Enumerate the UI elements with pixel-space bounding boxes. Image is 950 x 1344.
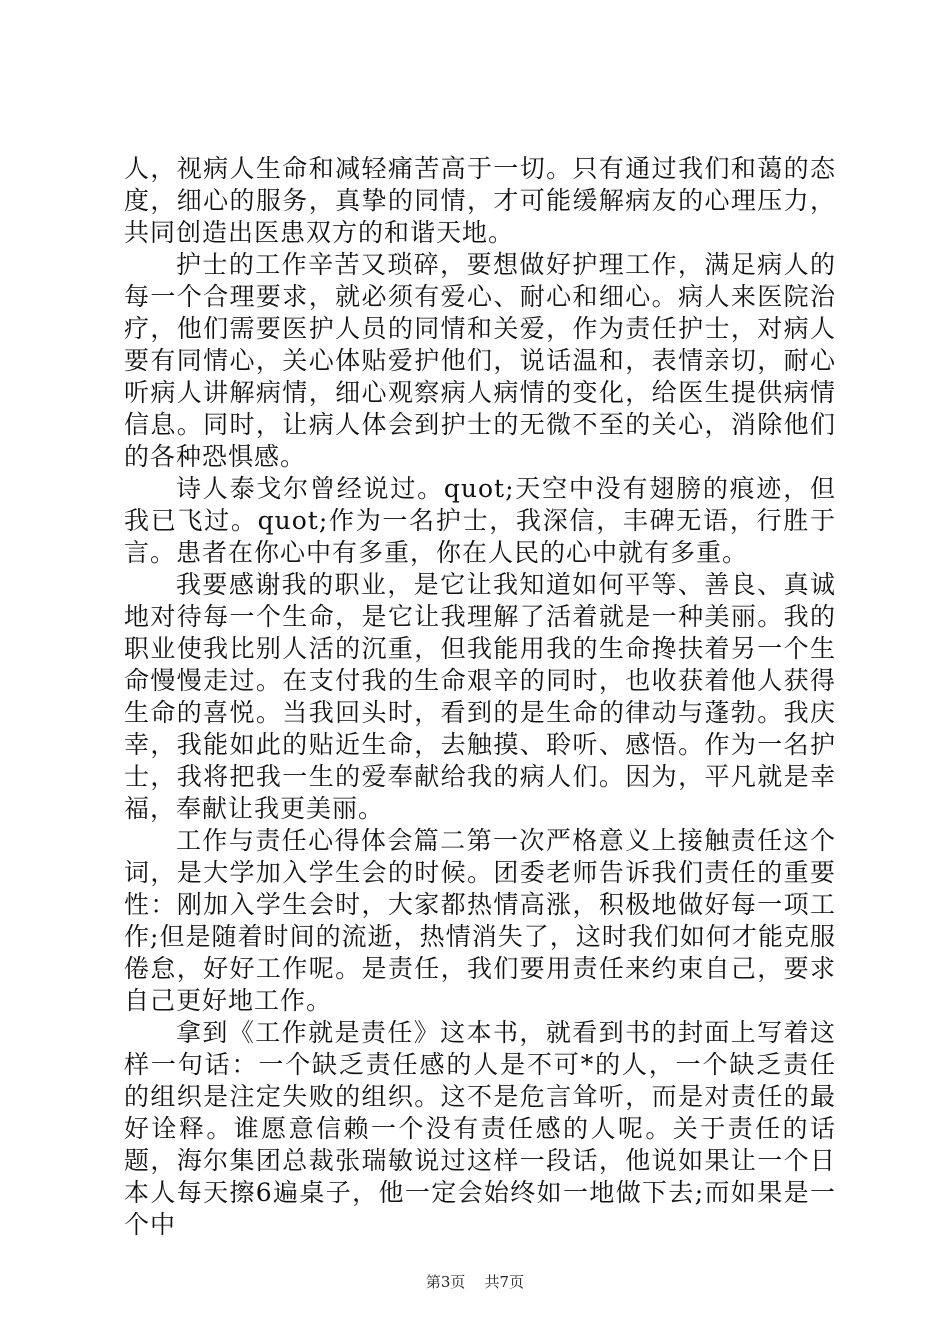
page-footer [0, 1272, 950, 1292]
paragraph-4: 我要感谢我的职业，是它让我知道如何平等、善良、真诚地对待每一个生命，是它让我理解了活着就是一种美丽。我的职业使我比别人活的沉重，但我能用我的生命搀扶着另一个生命慢慢走过。在支付我的生命艰辛的同时，也收获着他人获得生命的喜悦。当我回头时，看到的是生命的律动与蓬勃。我庆幸，我能如此的贴近生命，去触摸、聆听、感悟。作为一名护士，我将把我一生的爱奉献给我的病人们。因为，平凡就是幸福，奉献让我更美丽。 [124, 570, 836, 823]
paragraph-2: 护士的工作辛苦又琐碎，要想做好护理工作，满足病人的每一个合理要求，就必须有爱心、耐心和细心。病人来医院治疗，他们需要医护人员的同情和关爱，作为责任护士，对病人要有同情心，关心体贴爱护他们，说话温和，表情亲切，耐心听病人讲解病情，细心观察病人病情的变化，给医生提供病情信息。同时，让病人体会到护士的无微不至的关心，消除他们的各种恐惧感。 [124, 250, 836, 471]
document-body [124, 153, 836, 1241]
page-total: 共7页 [484, 1273, 525, 1291]
paragraph-3: 诗人泰戈尔曾经说过。quot;天空中没有翅膀的痕迹，但我已飞过。quot;作为一名护士，我深信，丰碑无语，行胜于言。患者在你心中有多重，你在人民的心中就有多重。 [124, 474, 836, 567]
paragraph-5: 工作与责任心得体会篇二第一次严格意义上接触责任这个词，是大学加入学生会的时候。团委老师告诉我们责任的重要性：刚加入学生会时，大家都热情高涨，积极地做好每一项工作;但是随着时间的流逝，热情消失了，这时我们如何才能克服倦怠，好好工作呢。是责任，我们要用责任来约束自己，要求自己更好地工作。 [124, 826, 836, 1015]
page-number: 第3页 [425, 1273, 466, 1291]
paragraph-1: 人，视病人生命和减轻痛苦高于一切。只有通过我们和蔼的态度，细心的服务，真挚的同情，才可能缓解病友的心理压力，共同创造出医患双方的和谐天地。 [124, 154, 836, 247]
paragraph-6: 拿到《工作就是责任》这本书，就看到书的封面上写着这样一句话：一个缺乏责任感的人是不可*的人，一个缺乏责任的组织是注定失败的组织。这不是危言耸听，而是对责任的最好诠释。谁愿意信赖一个没有责任感的人呢。关于责任的话题，海尔集团总裁张瑞敏说过这样一段话，他说如果让一个日本人每天擦6遍桌子，他一定会始终如一地做下去;而如果是一个中 [124, 1018, 836, 1239]
